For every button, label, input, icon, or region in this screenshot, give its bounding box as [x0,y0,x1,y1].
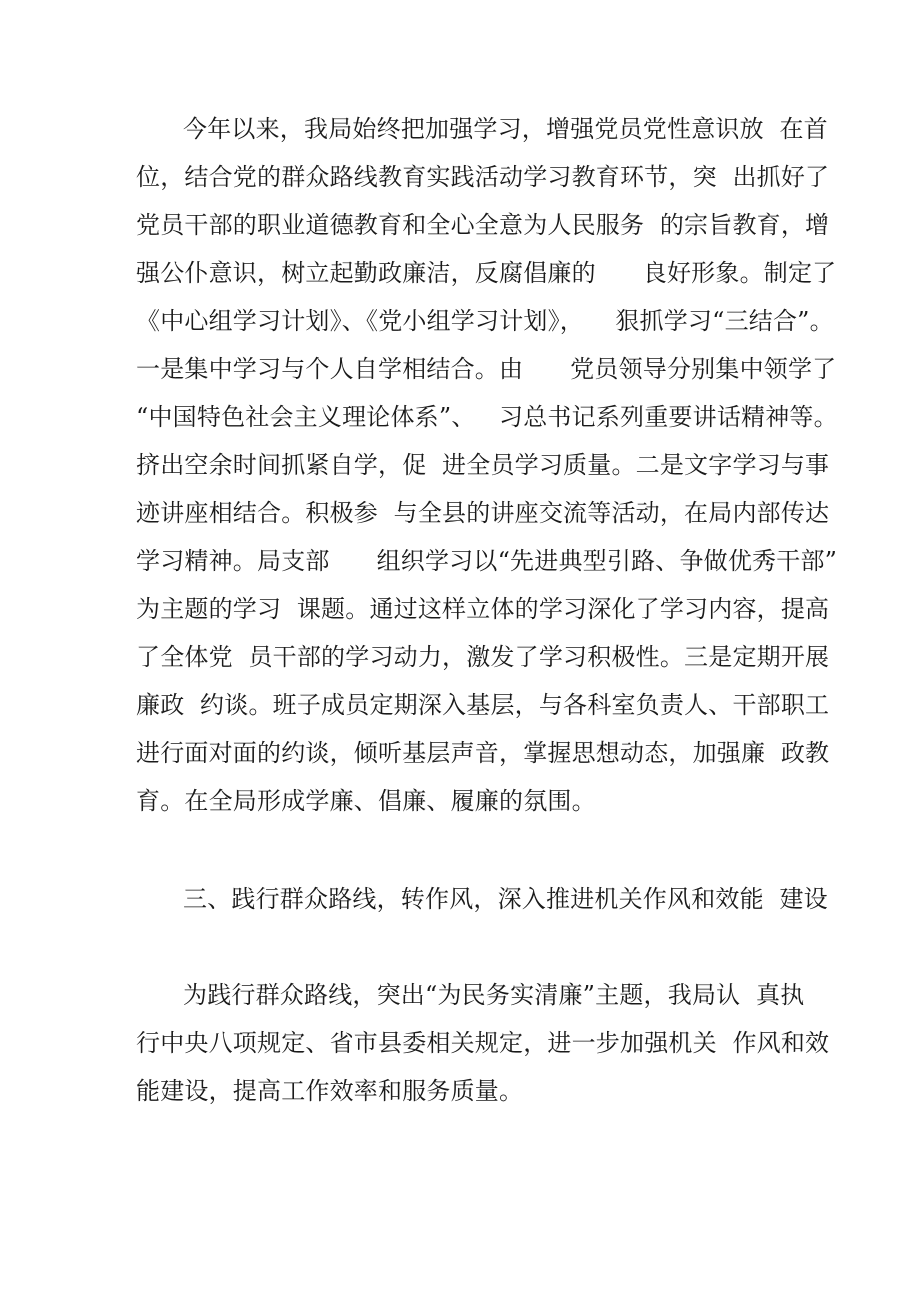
paragraph1-line-5: 《中心组学习计划》、《党小组学习计划》， 狠抓学习“三结合”。 [136,307,834,335]
paragraph1-line-8: 挤出空余时间抓紧自学，促 进全员学习质量。二是文字学习与事 [136,451,830,479]
paragraph2-line-3: 能建设，提高工作效率和服务质量。 [136,1077,524,1105]
paragraph1-line-13: 廉政 约谈。班子成员定期深入基层，与各科室负责人、干部职工 [136,691,830,719]
paragraph1-line-3: 党员干部的职业道德教育和全心全意为人民服务 的宗旨教育，增 [136,211,830,239]
paragraph1-line-14: 进行面对面的约谈，倾听基层声音，掌握思想动态，加强廉 政教 [136,739,830,767]
paragraph1-line-1: 今年以来，我局始终把加强学习，增强党员党性意识放 在首 [183,115,828,143]
paragraph1-line-7: “中国特色社会主义理论体系”、 习总书记系列重要讲话精神等。 [136,403,838,431]
paragraph1-line-9: 迹讲座相结合。积极参 与全县的讲座交流等活动，在局内部传达 [136,499,830,527]
section-heading: 三、践行群众路线，转作风，深入推进机关作风和效能 建设 [183,885,828,913]
paragraph1-line-4: 强公仆意识，树立起勤政廉洁，反腐倡廉的 良好形象。制定了 [136,259,837,287]
paragraph1-line-10: 学习精神。局支部 组织学习以“先进典型引路、争做优秀干部” [136,547,838,575]
paragraph2-line-2: 行中央八项规定、省市县委相关规定，进一步加强机关 作风和效 [136,1029,830,1057]
paragraph1-line-2: 位，结合党的群众路线教育实践活动学习教育环节，突 出抓好了 [136,163,830,191]
paragraph2-line-1: 为践行群众路线，突出“为民务实清廉”主题，我局认 真执 [183,981,805,1009]
paragraph1-line-11: 为主题的学习 课题。通过这样立体的学习深化了学习内容，提高 [136,595,830,623]
paragraph1-line-12: 了全体党 员干部的学习动力，激发了学习积极性。三是定期开展 [136,643,830,671]
paragraph1-line-6: 一是集中学习与个人自学相结合。由 党员领导分别集中领学了 [136,355,837,383]
paragraph1-line-15: 育。在全局形成学廉、倡廉、履廉的氛围。 [136,787,596,815]
